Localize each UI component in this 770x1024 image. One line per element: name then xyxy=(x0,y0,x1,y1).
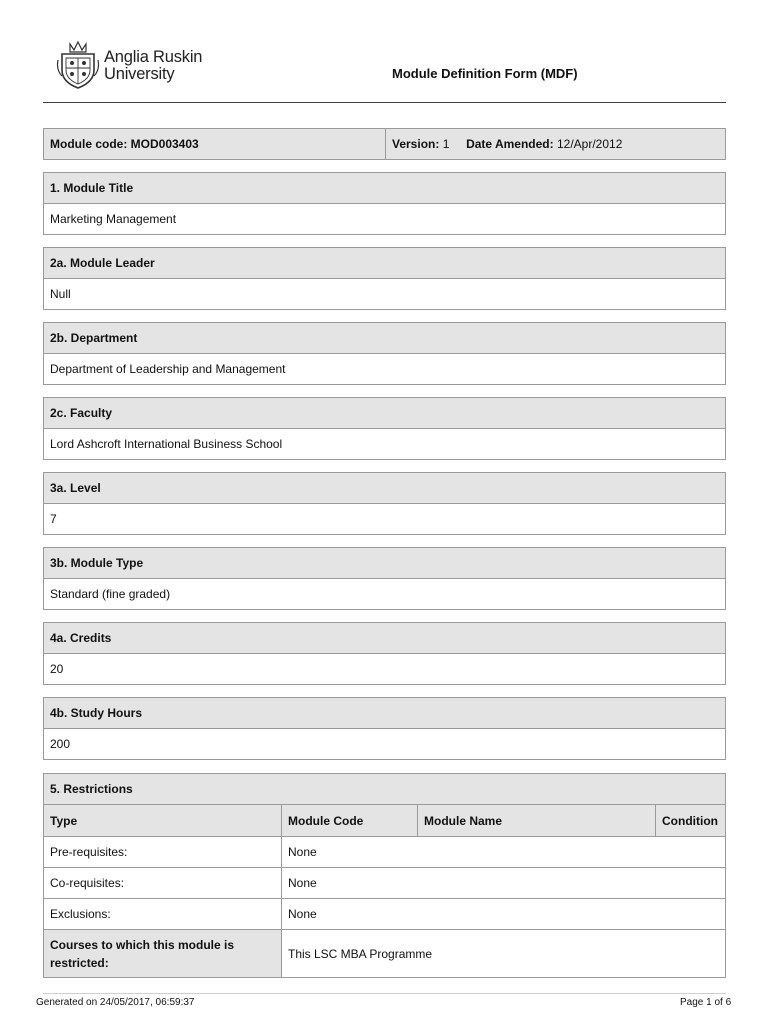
section-module-leader xyxy=(43,247,726,310)
restriction-type: Co-requisites: xyxy=(44,868,282,898)
footer-divider xyxy=(43,993,726,994)
courses-restricted-value: This LSC MBA Programme xyxy=(288,946,433,961)
header-divider xyxy=(43,102,726,103)
section-level xyxy=(43,472,726,535)
restriction-module-code: None xyxy=(288,845,317,859)
section-label: 3a. Level xyxy=(44,473,725,504)
section-label: 2b. Department xyxy=(44,323,725,354)
table-row xyxy=(44,899,725,930)
version-label: Version: xyxy=(392,137,440,151)
restriction-type: Pre-requisites: xyxy=(44,837,282,867)
university-name-line2: University xyxy=(104,65,175,83)
column-header-condition: Condition xyxy=(662,813,718,828)
section-value: Standard (fine graded) xyxy=(50,587,171,601)
section-value: 20 xyxy=(50,662,64,676)
module-info-row xyxy=(43,128,726,160)
restrictions-header-row xyxy=(44,805,725,837)
column-header-module-code: Module Code xyxy=(282,805,418,836)
section-label: 1. Module Title xyxy=(44,173,725,204)
university-logo xyxy=(56,40,236,90)
date-amended-label: Date Amended: xyxy=(466,137,554,151)
page-header xyxy=(0,0,770,106)
section-label: 5. Restrictions xyxy=(44,774,725,805)
section-faculty xyxy=(43,397,726,460)
page-number: Page 1 of 6 xyxy=(680,997,732,1008)
column-header-module-name: Module Name xyxy=(418,805,656,836)
section-label: 3b. Module Type xyxy=(44,548,725,579)
section-value: 7 xyxy=(50,512,57,526)
module-code: Module code: MOD003403 xyxy=(44,129,386,159)
section-value: 200 xyxy=(50,737,71,751)
restriction-type: Exclusions: xyxy=(44,899,282,929)
section-label: 4b. Study Hours xyxy=(44,698,725,729)
section-department xyxy=(43,322,726,385)
section-label: 2a. Module Leader xyxy=(44,248,725,279)
table-row xyxy=(44,837,725,868)
date-amended-value: 12/Apr/2012 xyxy=(556,137,623,151)
section-module-title xyxy=(43,172,726,235)
restriction-module-code: None xyxy=(288,907,317,921)
section-label: 2c. Faculty xyxy=(44,398,725,429)
crest-icon xyxy=(56,40,100,90)
table-row xyxy=(44,868,725,899)
university-name xyxy=(104,49,202,83)
version-value: 1 xyxy=(442,137,450,151)
university-name-line1: Anglia Ruskin xyxy=(104,48,203,66)
section-restrictions xyxy=(43,773,726,978)
generated-timestamp: Generated on 24/05/2017, 06:59:37 xyxy=(36,997,195,1008)
section-value: Lord Ashcroft International Business School xyxy=(50,437,283,451)
section-credits xyxy=(43,622,726,685)
section-value: Marketing Management xyxy=(50,212,177,226)
form-title: Module Definition Form (MDF) xyxy=(392,66,578,81)
courses-restricted-label: Courses to which this module is restricted: xyxy=(44,930,282,977)
section-value: Null xyxy=(50,287,71,301)
section-label: 4a. Credits xyxy=(44,623,725,654)
column-header-type: Type xyxy=(44,805,282,836)
section-study-hours xyxy=(43,697,726,760)
table-row xyxy=(44,930,725,977)
section-module-type xyxy=(43,547,726,610)
restriction-module-code: None xyxy=(288,876,317,890)
section-value: Department of Leadership and Management xyxy=(50,362,286,376)
version-date-cell xyxy=(386,129,622,159)
